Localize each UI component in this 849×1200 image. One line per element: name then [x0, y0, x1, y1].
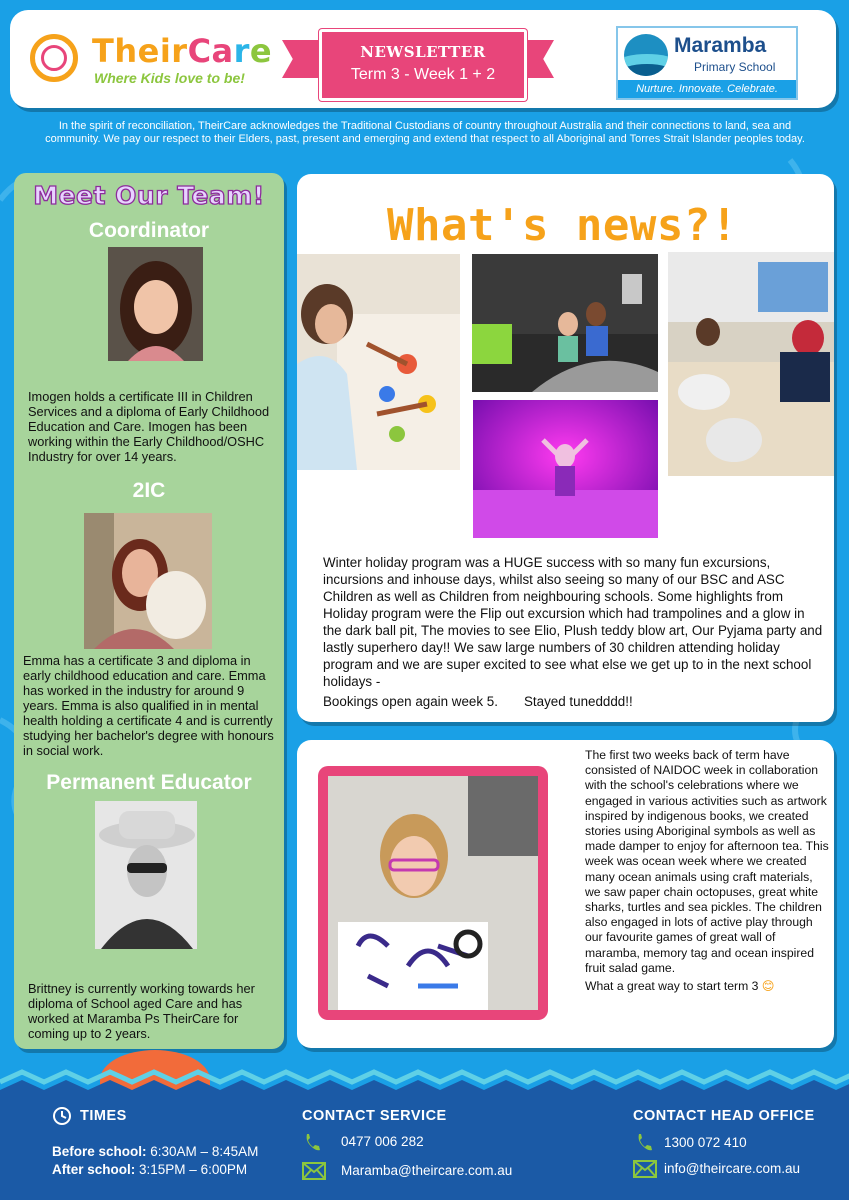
term-start-body: The first two weeks back of term have consisted of NAIDOC week in collaboration with the school's celebrations where we engaged in various activities such as artwork inspired by indigenous books, we created stories using Aboriginal symbols as well as made damper to enjoy for afternoon tea. This week was ocean week where we created many ocean animals using craft materials, we saw paper chain octopuses, great white sharks, turtles and sea pickles. The children also engaged in lots of active play through our favourite games of great wall of maramba, memory tag and ocean inspired fruit salad game. — [585, 748, 829, 975]
ribbon-tail-left — [282, 40, 318, 78]
brand-name: TheirCare — [92, 32, 273, 70]
service-email[interactable]: Maramba@theircare.com.au — [341, 1163, 513, 1178]
permanent-educator-bio: Brittney is currently working towards her diploma of School aged Care and has worked at Maramba Ps TheirCare for coming up to 2 years. — [28, 981, 255, 1041]
after-school-times: After school: 3:15PM – 6:00PM — [52, 1162, 248, 1177]
office-phone[interactable]: 1300 072 410 — [664, 1135, 747, 1150]
craft-activity-photo — [297, 254, 460, 470]
wave-emblem-icon — [624, 34, 668, 76]
2ic-photo — [84, 513, 212, 649]
school-name: Maramba — [674, 34, 767, 57]
clock-icon — [52, 1106, 72, 1126]
coordinator-photo — [108, 247, 203, 361]
newsletter-header — [10, 10, 836, 108]
meet-our-team-panel — [14, 173, 284, 1049]
times-heading: TIMES — [80, 1108, 127, 1124]
ribbon-title: NEWSLETTER — [360, 43, 486, 61]
term-start-article — [585, 748, 831, 994]
theircare-logo-icon — [30, 34, 78, 82]
service-phone[interactable]: 0477 006 282 — [341, 1134, 424, 1149]
footer — [0, 1090, 849, 1200]
trampoline-park-photo — [472, 254, 658, 392]
role-coordinator: Coordinator — [88, 219, 210, 242]
role-permanent-educator: Permanent Educator — [46, 771, 252, 794]
mail-icon — [302, 1162, 326, 1180]
contact-head-office-heading: CONTACT HEAD OFFICE — [633, 1108, 815, 1124]
term-start-closing: What a great way to start term 3 — [585, 979, 759, 994]
acknowledgement-of-country: In the spirit of reconciliation, TheirCare acknowledges the Traditional Custodians of country throughout Australia and their connections to land, sea and community. We pay our respect to their Elders, past, present and emerging and extend that respect to all Aboriginal and Torres Strait Islander peoples today. — [45, 120, 805, 145]
before-school-times: Before school: 6:30AM – 8:45AM — [52, 1144, 259, 1159]
coordinator-bio: Imogen holds a certificate III in Children Services and a diploma of Early Childhood Education and Care. Imogen has been working within the Early Childhood/OSHC Industry for over 14 years. — [28, 389, 270, 464]
team-title: Meet Our Team! — [33, 181, 265, 210]
school-motto: Nurture. Innovate. Celebrate. — [618, 80, 796, 98]
naidoc-artwork-photo — [328, 776, 538, 1010]
news-title: What's news?! — [387, 200, 738, 251]
school-subtitle: Primary School — [694, 60, 776, 74]
permanent-educator-photo — [95, 801, 197, 949]
smile-emoji-icon: 😊 — [761, 979, 775, 994]
group-craft-table-photo — [668, 252, 834, 476]
term-start-closing-line — [585, 979, 831, 994]
contact-service-heading: CONTACT SERVICE — [302, 1108, 447, 1124]
whats-news-panel — [297, 174, 834, 722]
school-logo — [616, 26, 798, 100]
naidoc-photo-frame — [318, 766, 548, 1020]
brand-tagline: Where Kids love to be! — [94, 70, 245, 86]
newsletter-ribbon — [319, 29, 527, 101]
news-body: Winter holiday program was a HUGE success with so many fun excursions, incursions and inhouse days, whilst also seeing so many of our BSC and ASC Children as well as Children from neighbouring schools. Some highlights from Holiday program were the Flip out excursion which had trampolines and a glow in the dark ball pit, The movies to see Elio, Plush teddy blow art, Our Pyjama party and lastly superhero day!! We saw large numbers of 30 children attending holiday program and we are super excited to see what else we get up to in the next school holidays - — [323, 555, 823, 689]
term-start-panel — [297, 740, 834, 1048]
2ic-bio: Emma has a certificate 3 and diploma in early childhood education and care. Emma has worked in the industry for around 9 years. Emma is also qualified in in mental health holding a certificate 4 and is currently studying her bachelor's degree with honours in social work. — [23, 653, 274, 758]
glow-ball-pit-photo — [473, 400, 658, 538]
phone-icon — [636, 1132, 654, 1152]
mail-icon — [633, 1160, 657, 1178]
news-closing: Bookings open again week 5. Stayed tunedddd!! — [323, 694, 633, 709]
phone-icon — [304, 1132, 322, 1152]
news-article — [323, 554, 823, 710]
office-email[interactable]: info@theircare.com.au — [664, 1161, 801, 1176]
role-2ic: 2IC — [132, 479, 166, 502]
ribbon-subtitle: Term 3 - Week 1 + 2 — [350, 66, 496, 83]
